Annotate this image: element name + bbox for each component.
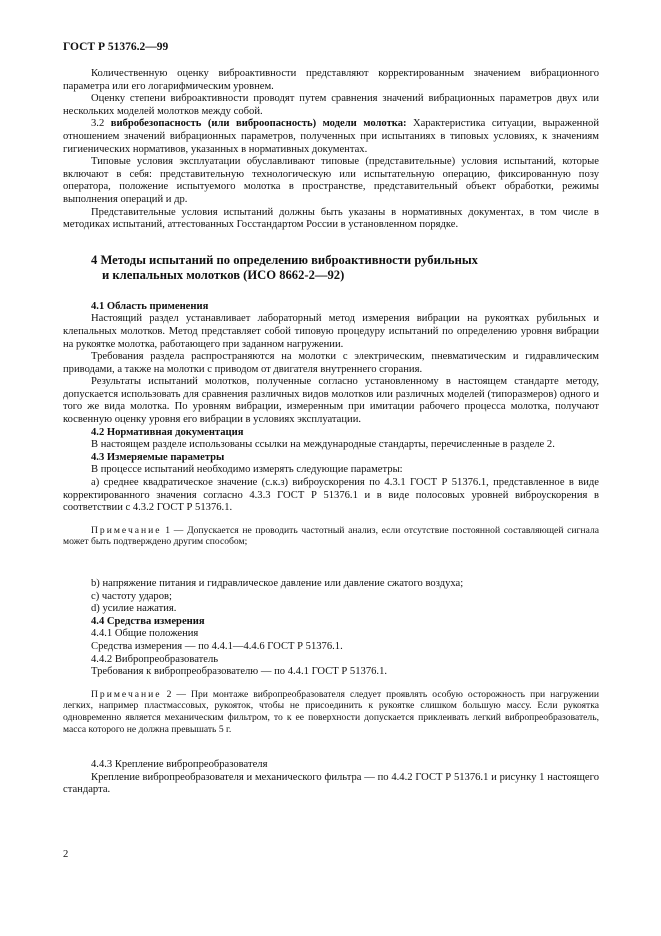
note-label: Примечание	[91, 524, 162, 536]
paragraph: Результаты испытаний молотков, полученные согласно установленному в настоящем стандарте методу, допускается использовать для сравнения различных видов молотков или различных моделей (типоразмеров) одного и того же вида молотка. По уровням вибрации, измеренным при имитации рабочего процесса молотка, получают косвенную оценку уровня его вибрации в условиях эксплуатации.	[63, 376, 599, 426]
note-text: 2 — При монтаже вибропреобразователя следует проявлять особую осторожность при нагружении легких, например пластмассовых, рукояток, чтобы не присоединить к рукоятке слишком большую массу. Если рукоятка одновременно является механическим фильтром, то к ее поверхности допускается приклеивать легкий вибропреобразователь, масса которого не должна превышать 5 г.	[63, 688, 599, 735]
paragraph: В настоящем разделе использованы ссылки на международные стандарты, перечисленные в разделе 2.	[91, 439, 555, 451]
section-4-title	[63, 253, 599, 283]
note-2	[63, 689, 599, 735]
subsection-4-4-title: 4.4 Средства измерения	[91, 615, 205, 627]
paragraph: В процессе испытаний необходимо измерять следующие параметры:	[91, 464, 403, 476]
subsection-4-2-title: 4.2 Нормативная документация	[91, 426, 244, 438]
section-title-line: и клепальных молотков (ИСО 8662-2—92)	[102, 267, 345, 282]
list-item-d: d) усилие нажатия.	[91, 603, 177, 615]
page-number: 2	[63, 849, 69, 860]
definition-3-2	[63, 118, 599, 156]
paragraph: Средства измерения — по 4.4.1—4.4.6 ГОСТ Р 51376.1.	[91, 640, 343, 652]
paragraph: Количественную оценку виброактивности представляют корректированным значением вибрационного параметра или его логарифмическим уровнем.	[63, 68, 599, 92]
clause-4-4-1-title: 4.4.1 Общие положения	[91, 628, 199, 640]
paragraph: Требования раздела распространяются на молотки с электрическим, пневматическим и гидравлическим приводами, а также на молотки с приводом от двигателя внутреннего сгорания.	[63, 351, 599, 375]
paragraph: Настоящий раздел устанавливает лабораторный метод измерения вибрации на рукоятках рубильных и клепальных молотков. Метод представляет собой типовую процедуру испытаний по определению уровня вибрации на рукоятке молотка, работающего при заданном нагружении.	[63, 313, 599, 350]
list-item-c: с) частоту ударов;	[91, 590, 172, 602]
section-title-line: 4 Методы испытаний по определению виброактивности рубильных	[91, 252, 478, 267]
note-label: Примечание	[91, 688, 162, 700]
paragraph: Типовые условия эксплуатации обуславливают типовые (представительные) условия испытаний, которые включают в себя: представительную технологическую или испытательную операцию, фиксированную позу оператора, положение испытуемого молотка в пространстве, представительный объект обработки, режимы выполнения операций и др.	[63, 156, 599, 205]
note-1	[63, 525, 599, 548]
clause-4-4-2-title: 4.4.2 Вибропреобразователь	[91, 653, 219, 665]
list-item-b: b) напряжение питания и гидравлическое давление или давление сжатого воздуха;	[91, 578, 464, 589]
paragraph: Оценку степени виброактивности проводят путем сравнения значений вибрационных параметров двух или нескольких моделей молотков между собой.	[63, 93, 599, 117]
clause-4-4-3-title: 4.4.3 Крепление вибропреобразователя	[91, 759, 268, 771]
note-text: 1 — Допускается не проводить частотный анализ, если отсутствие постоянной составляющей сигнала может быть подтверждено другим способом;	[63, 524, 600, 548]
paragraph: Требования к вибропреобразователю — по 4.4.1 ГОСТ Р 51376.1.	[91, 666, 388, 678]
clause-number: 3.2	[91, 118, 105, 130]
definition-text: Характеристика ситуации, выраженной отношением значений вибрационных параметров, полученных при испытаниях в типовых условиях, к значениям гигиенических нормативов, указанных в нормативных документах.	[63, 118, 599, 155]
subsection-4-3-title: 4.3 Измеряемые параметры	[91, 451, 225, 463]
paragraph: Крепление вибропреобразователя и механического фильтра — по 4.4.2 ГОСТ Р 51376.1 и рисунку 1 настоящего стандарта.	[63, 771, 599, 796]
list-item-a: а) среднее квадратическое значение (с.к.з) виброускорения по 4.3.1 ГОСТ Р 51376.1, представленное в виде корректированного значения согласно 4.3.3 ГОСТ Р 51376.1 и в виде полосовых уровней виброускорения в соответствии с 4.3.2 ГОСТ Р 51376.1.	[63, 477, 599, 514]
page-body	[63, 68, 599, 797]
standard-header: ГОСТ Р 51376.2—99	[63, 41, 169, 53]
subsection-4-1-title: 4.1 Область применения	[91, 300, 209, 312]
defined-term: вибробезопасность (или виброопасность) модели молотка:	[110, 118, 407, 130]
paragraph: Представительные условия испытаний должны быть указаны в нормативных документах, в том числе в методиках испытаний, аттестованных Госстандартом России в установленном порядке.	[63, 206, 599, 231]
